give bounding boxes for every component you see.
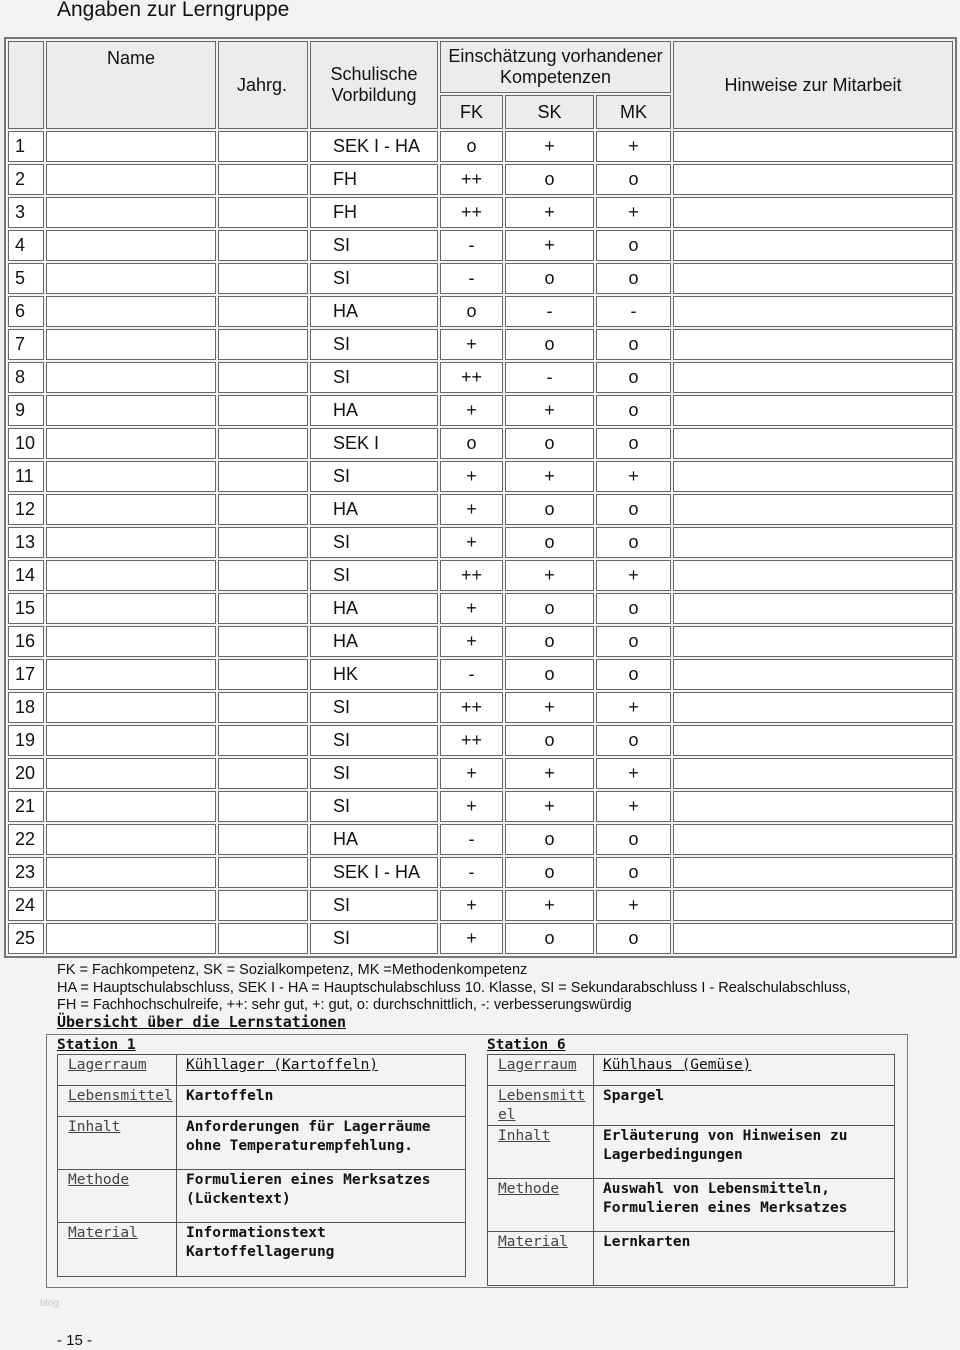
row-jahrg [218, 659, 308, 690]
row-vorbildung: SI [310, 230, 438, 261]
row-jahrg [218, 395, 308, 426]
page-number: - 15 - [57, 1332, 93, 1349]
row-vorbildung: HA [310, 395, 438, 426]
station-row [58, 1117, 466, 1170]
row-fk: + [440, 593, 503, 624]
row-number: 8 [8, 362, 44, 393]
table-row [8, 230, 953, 261]
row-mk: o [596, 593, 671, 624]
row-mk: o [596, 824, 671, 855]
row-mk: + [596, 461, 671, 492]
row-hinweise [673, 296, 953, 327]
row-sk: o [505, 428, 594, 459]
row-sk: o [505, 824, 594, 855]
row-name [46, 197, 216, 228]
header-jahrg: Jahrg. [218, 41, 308, 129]
table-row [8, 296, 953, 327]
table-row [8, 164, 953, 195]
row-number: 10 [8, 428, 44, 459]
station-6-title: Station 6 [487, 1037, 566, 1053]
row-name [46, 296, 216, 327]
row-hinweise [673, 923, 953, 954]
row-sk: o [505, 527, 594, 558]
row-jahrg [218, 230, 308, 261]
row-number: 15 [8, 593, 44, 624]
row-sk: + [505, 461, 594, 492]
row-fk: ++ [440, 560, 503, 591]
row-jahrg [218, 824, 308, 855]
row-name [46, 428, 216, 459]
row-number: 23 [8, 857, 44, 888]
row-vorbildung: SI [310, 890, 438, 921]
legend-line-1: FK = Fachkompetenz, SK = Sozialkompetenz, MK =Methodenkompetenz [57, 962, 528, 978]
table-row [8, 824, 953, 855]
row-name [46, 494, 216, 525]
row-name [46, 527, 216, 558]
row-number: 17 [8, 659, 44, 690]
row-mk: o [596, 659, 671, 690]
station-6 [487, 1036, 895, 1286]
row-number: 19 [8, 725, 44, 756]
row-mk: + [596, 131, 671, 162]
row-sk: o [505, 659, 594, 690]
row-vorbildung: SI [310, 791, 438, 822]
row-mk: o [596, 857, 671, 888]
row-mk: o [596, 494, 671, 525]
row-sk: + [505, 560, 594, 591]
table-body [8, 131, 953, 954]
row-mk: + [596, 692, 671, 723]
row-hinweise [673, 230, 953, 261]
row-fk: - [440, 230, 503, 261]
station-row [58, 1170, 466, 1223]
row-hinweise [673, 197, 953, 228]
row-sk: + [505, 197, 594, 228]
row-mk: o [596, 626, 671, 657]
row-hinweise [673, 626, 953, 657]
table-row [8, 560, 953, 591]
row-mk: + [596, 560, 671, 591]
legend-line-3: FH = Fachhochschulreife, ++: sehr gut, +: gut, o: durchschnittlich, -: verbesserungswürdig [57, 997, 632, 1013]
row-name [46, 791, 216, 822]
table-row [8, 791, 953, 822]
row-sk: + [505, 758, 594, 789]
legend [57, 962, 850, 1015]
station-row [488, 1055, 895, 1086]
row-fk: o [440, 131, 503, 162]
row-name [46, 560, 216, 591]
row-number: 14 [8, 560, 44, 591]
row-name [46, 593, 216, 624]
station-value: Formulieren eines Merksatzes (Lückentext) [177, 1170, 466, 1223]
row-hinweise [673, 428, 953, 459]
row-jahrg [218, 461, 308, 492]
station-label: Lebensmittel [58, 1086, 177, 1117]
row-hinweise [673, 692, 953, 723]
row-vorbildung: HA [310, 626, 438, 657]
row-sk: + [505, 791, 594, 822]
table-row [8, 263, 953, 294]
row-vorbildung: HA [310, 824, 438, 855]
row-jahrg [218, 329, 308, 360]
row-number: 18 [8, 692, 44, 723]
table-row [8, 395, 953, 426]
station-row [488, 1086, 895, 1126]
station-value: Auswahl von Lebensmitteln, Formulieren eines Merksatzes [594, 1179, 895, 1232]
row-name [46, 362, 216, 393]
row-jahrg [218, 428, 308, 459]
row-vorbildung: HA [310, 494, 438, 525]
row-mk: + [596, 197, 671, 228]
row-vorbildung: SI [310, 692, 438, 723]
row-vorbildung: HA [310, 296, 438, 327]
row-jahrg [218, 263, 308, 294]
row-name [46, 329, 216, 360]
row-vorbildung: SI [310, 527, 438, 558]
row-fk: - [440, 857, 503, 888]
row-fk: + [440, 923, 503, 954]
row-number: 3 [8, 197, 44, 228]
row-number: 11 [8, 461, 44, 492]
row-vorbildung: SI [310, 923, 438, 954]
row-fk: + [440, 395, 503, 426]
row-number: 12 [8, 494, 44, 525]
row-hinweise [673, 824, 953, 855]
row-hinweise [673, 527, 953, 558]
station-value: Kühlhaus (Gemüse) [594, 1055, 895, 1086]
station-row [58, 1223, 466, 1277]
row-fk: + [440, 626, 503, 657]
row-fk: o [440, 296, 503, 327]
row-hinweise [673, 494, 953, 525]
table-row [8, 131, 953, 162]
learning-group-table [4, 37, 957, 958]
row-hinweise [673, 560, 953, 591]
station-1 [57, 1036, 466, 1277]
row-hinweise [673, 758, 953, 789]
row-vorbildung: SEK I [310, 428, 438, 459]
row-vorbildung: SI [310, 461, 438, 492]
row-name [46, 461, 216, 492]
row-number: 2 [8, 164, 44, 195]
row-number: 20 [8, 758, 44, 789]
row-jahrg [218, 890, 308, 921]
row-vorbildung: SI [310, 362, 438, 393]
table-row [8, 857, 953, 888]
row-jahrg [218, 593, 308, 624]
row-number: 24 [8, 890, 44, 921]
row-jahrg [218, 791, 308, 822]
row-sk: - [505, 362, 594, 393]
row-hinweise [673, 659, 953, 690]
legend-line-2: HA = Hauptschulabschluss, SEK I - HA = Hauptschulabschluss 10. Klasse, SI = Sekundarabschluss I - Realschulabschluss, [57, 979, 851, 996]
row-mk: o [596, 164, 671, 195]
row-number: 7 [8, 329, 44, 360]
station-value: Anforderungen für Lagerräume ohne Temperaturempfehlung. [177, 1117, 466, 1170]
row-mk: + [596, 758, 671, 789]
station-value: Kartoffeln [177, 1086, 466, 1117]
row-fk: + [440, 329, 503, 360]
table-row [8, 890, 953, 921]
row-vorbildung: SEK I - HA [310, 857, 438, 888]
row-number: 5 [8, 263, 44, 294]
row-hinweise [673, 329, 953, 360]
row-mk: o [596, 428, 671, 459]
row-sk: o [505, 164, 594, 195]
header-mk: MK [596, 95, 671, 129]
row-vorbildung: SI [310, 725, 438, 756]
row-jahrg [218, 692, 308, 723]
row-mk: + [596, 890, 671, 921]
row-jahrg [218, 494, 308, 525]
table-row [8, 725, 953, 756]
row-sk: o [505, 857, 594, 888]
row-hinweise [673, 461, 953, 492]
station-value: Erläuterung von Hinweisen zu Lagerbedingungen [594, 1126, 895, 1179]
station-value: Spargel [594, 1086, 895, 1126]
row-vorbildung: HA [310, 593, 438, 624]
row-sk: o [505, 626, 594, 657]
row-name [46, 923, 216, 954]
header-einschaetzung-line2: Kompetenzen [499, 67, 612, 87]
row-fk: ++ [440, 725, 503, 756]
row-mk: o [596, 725, 671, 756]
header-sk: SK [505, 95, 594, 129]
row-number: 1 [8, 131, 44, 162]
row-hinweise [673, 263, 953, 294]
page-title: Angaben zur Lerngruppe [57, 0, 290, 21]
table-row [8, 197, 953, 228]
row-sk: + [505, 395, 594, 426]
row-mk: + [596, 791, 671, 822]
row-number: 4 [8, 230, 44, 261]
row-name [46, 890, 216, 921]
row-name [46, 824, 216, 855]
row-jahrg [218, 164, 308, 195]
row-hinweise [673, 395, 953, 426]
row-mk: o [596, 329, 671, 360]
row-fk: + [440, 527, 503, 558]
row-name [46, 725, 216, 756]
row-number: 22 [8, 824, 44, 855]
row-hinweise [673, 593, 953, 624]
row-sk: o [505, 494, 594, 525]
header-fk: FK [440, 95, 503, 129]
station-label: Material [488, 1232, 594, 1286]
table-row [8, 329, 953, 360]
table-row [8, 626, 953, 657]
row-name [46, 692, 216, 723]
row-hinweise [673, 725, 953, 756]
station-label: Lagerraum [488, 1055, 594, 1086]
station-1-title: Station 1 [57, 1037, 136, 1053]
row-name [46, 131, 216, 162]
station-row [58, 1055, 466, 1086]
station-label: Inhalt [488, 1126, 594, 1179]
row-jahrg [218, 923, 308, 954]
row-jahrg [218, 626, 308, 657]
row-jahrg [218, 857, 308, 888]
row-number: 25 [8, 923, 44, 954]
row-sk: o [505, 923, 594, 954]
row-name [46, 164, 216, 195]
row-sk: + [505, 230, 594, 261]
table-row [8, 428, 953, 459]
header-vorbildung [310, 41, 438, 129]
row-name [46, 659, 216, 690]
station-row [488, 1126, 895, 1179]
row-mk: o [596, 527, 671, 558]
station-row [488, 1232, 895, 1286]
header-hinweise: Hinweise zur Mitarbeit [673, 41, 953, 129]
row-jahrg [218, 725, 308, 756]
row-fk: ++ [440, 362, 503, 393]
row-vorbildung: FH [310, 164, 438, 195]
row-number: 13 [8, 527, 44, 558]
header-name: Name [46, 41, 216, 129]
station-6-table [487, 1054, 895, 1286]
station-label: Material [58, 1223, 177, 1277]
station-value: Informationstext Kartoffellagerung [177, 1223, 466, 1277]
row-sk: o [505, 725, 594, 756]
row-name [46, 230, 216, 261]
row-name [46, 395, 216, 426]
row-vorbildung: SEK I - HA [310, 131, 438, 162]
header-einschaetzung [440, 41, 671, 93]
row-jahrg [218, 362, 308, 393]
row-fk: - [440, 824, 503, 855]
row-jahrg [218, 527, 308, 558]
station-row [488, 1179, 895, 1232]
row-mk: - [596, 296, 671, 327]
row-fk: ++ [440, 164, 503, 195]
row-vorbildung: SI [310, 758, 438, 789]
station-row [58, 1086, 466, 1117]
row-jahrg [218, 758, 308, 789]
row-mk: o [596, 263, 671, 294]
row-sk: o [505, 593, 594, 624]
row-sk: + [505, 890, 594, 921]
row-number: 6 [8, 296, 44, 327]
row-number: 16 [8, 626, 44, 657]
row-name [46, 626, 216, 657]
station-label: Methode [488, 1179, 594, 1232]
station-value: Lernkarten [594, 1232, 895, 1286]
row-mk: o [596, 230, 671, 261]
row-jahrg [218, 560, 308, 591]
row-name [46, 758, 216, 789]
table-row [8, 593, 953, 624]
row-hinweise [673, 362, 953, 393]
row-fk: o [440, 428, 503, 459]
row-hinweise [673, 131, 953, 162]
station-1-table [57, 1054, 466, 1277]
header-vorbildung-line2: Vorbildung [331, 85, 417, 105]
row-name [46, 857, 216, 888]
row-hinweise [673, 164, 953, 195]
row-number: 21 [8, 791, 44, 822]
row-mk: o [596, 362, 671, 393]
row-vorbildung: SI [310, 263, 438, 294]
watermark: blog [40, 1298, 59, 1309]
row-hinweise [673, 857, 953, 888]
table-row [8, 758, 953, 789]
row-fk: - [440, 263, 503, 294]
row-fk: - [440, 659, 503, 690]
station-label: Lebensmittel [488, 1086, 594, 1126]
row-sk: - [505, 296, 594, 327]
table-row [8, 461, 953, 492]
header-number [8, 41, 44, 129]
station-label: Methode [58, 1170, 177, 1223]
header-einschaetzung-line1: Einschätzung vorhandener [448, 46, 663, 66]
row-hinweise [673, 890, 953, 921]
overview-title: Übersicht über die Lernstationen [57, 1013, 346, 1031]
row-fk: ++ [440, 692, 503, 723]
row-fk: ++ [440, 197, 503, 228]
row-sk: + [505, 692, 594, 723]
row-fk: + [440, 494, 503, 525]
row-number: 9 [8, 395, 44, 426]
row-name [46, 263, 216, 294]
table-row [8, 923, 953, 954]
row-vorbildung: FH [310, 197, 438, 228]
table-row [8, 362, 953, 393]
row-jahrg [218, 296, 308, 327]
row-fk: + [440, 758, 503, 789]
row-fk: + [440, 791, 503, 822]
row-mk: o [596, 923, 671, 954]
row-sk: o [505, 329, 594, 360]
header-vorbildung-line1: Schulische [330, 64, 418, 84]
station-label: Lagerraum [58, 1055, 177, 1086]
row-jahrg [218, 131, 308, 162]
row-mk: o [596, 395, 671, 426]
table-row [8, 692, 953, 723]
station-value: Kühllager (Kartoffeln) [177, 1055, 466, 1086]
row-sk: + [505, 131, 594, 162]
row-vorbildung: SI [310, 560, 438, 591]
row-vorbildung: HK [310, 659, 438, 690]
row-fk: + [440, 890, 503, 921]
row-sk: o [505, 263, 594, 294]
table-row [8, 527, 953, 558]
row-vorbildung: SI [310, 329, 438, 360]
table-row [8, 494, 953, 525]
row-jahrg [218, 197, 308, 228]
table-row [8, 659, 953, 690]
row-fk: + [440, 461, 503, 492]
station-label: Inhalt [58, 1117, 177, 1170]
row-hinweise [673, 791, 953, 822]
